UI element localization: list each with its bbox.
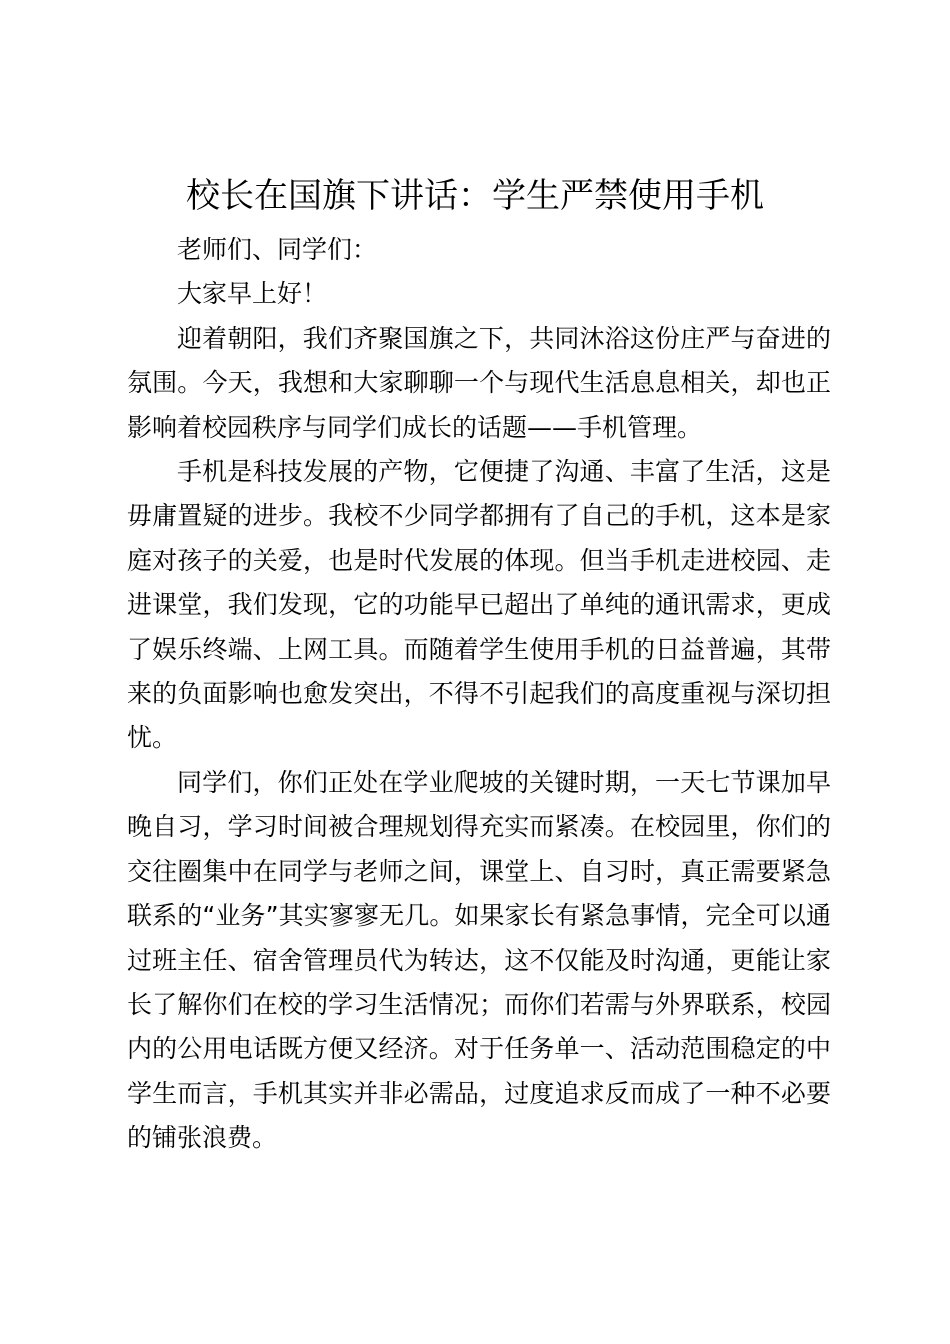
document-body: [127, 228, 831, 1161]
greeting: 大家早上好！: [177, 279, 328, 309]
salutation: 老师们、同学们：: [177, 235, 378, 264]
paragraph-3: 同学们，你们正处在学业爬坡的关键时期，一天七节课加早晚自习，学习时间被合理规划得充实而紧凑。在校园里，你们的交往圈集中在同学与老师之间，课堂上、自习时，真正需要紧急联系的“业务”其实寥寥无几。如果家长有紧急事情，完全可以通过班主任、宿舍管理员代为转达，这不仅能及时沟通，更能让家长了解你们在校的学习生活情况；而你们若需与外界联系，校园内的公用电话既方便又经济。对于任务单一、活动范围稳定的中学生而言，手机其实并非必需品，过度追求反而成了一种不必要的铺张浪费。: [127, 767, 831, 1153]
paragraph-2: 手机是科技发展的产物，它便捷了沟通、丰富了生活，这是毋庸置疑的进步。我校不少同学都拥有了自己的手机，这本是家庭对孩子的关爱，也是时代发展的体现。但当手机走进校园、走进课堂，我们发现，它的功能早已超出了单纯的通讯需求，更成了娱乐终端、上网工具。而随着学生使用手机的日益普遍，其带来的负面影响也愈发突出，不得不引起我们的高度重视与深切担忧。: [127, 457, 831, 753]
document-title: 校长在国旗下讲话：学生严禁使用手机: [186, 176, 764, 216]
paragraph-1: 迎着朝阳，我们齐聚国旗之下，共同沐浴这份庄严与奋进的氛围。今天，我想和大家聊聊一个与现代生活息息相关，却也正影响着校园秩序与同学们成长的话题——手机管理。: [127, 323, 831, 442]
